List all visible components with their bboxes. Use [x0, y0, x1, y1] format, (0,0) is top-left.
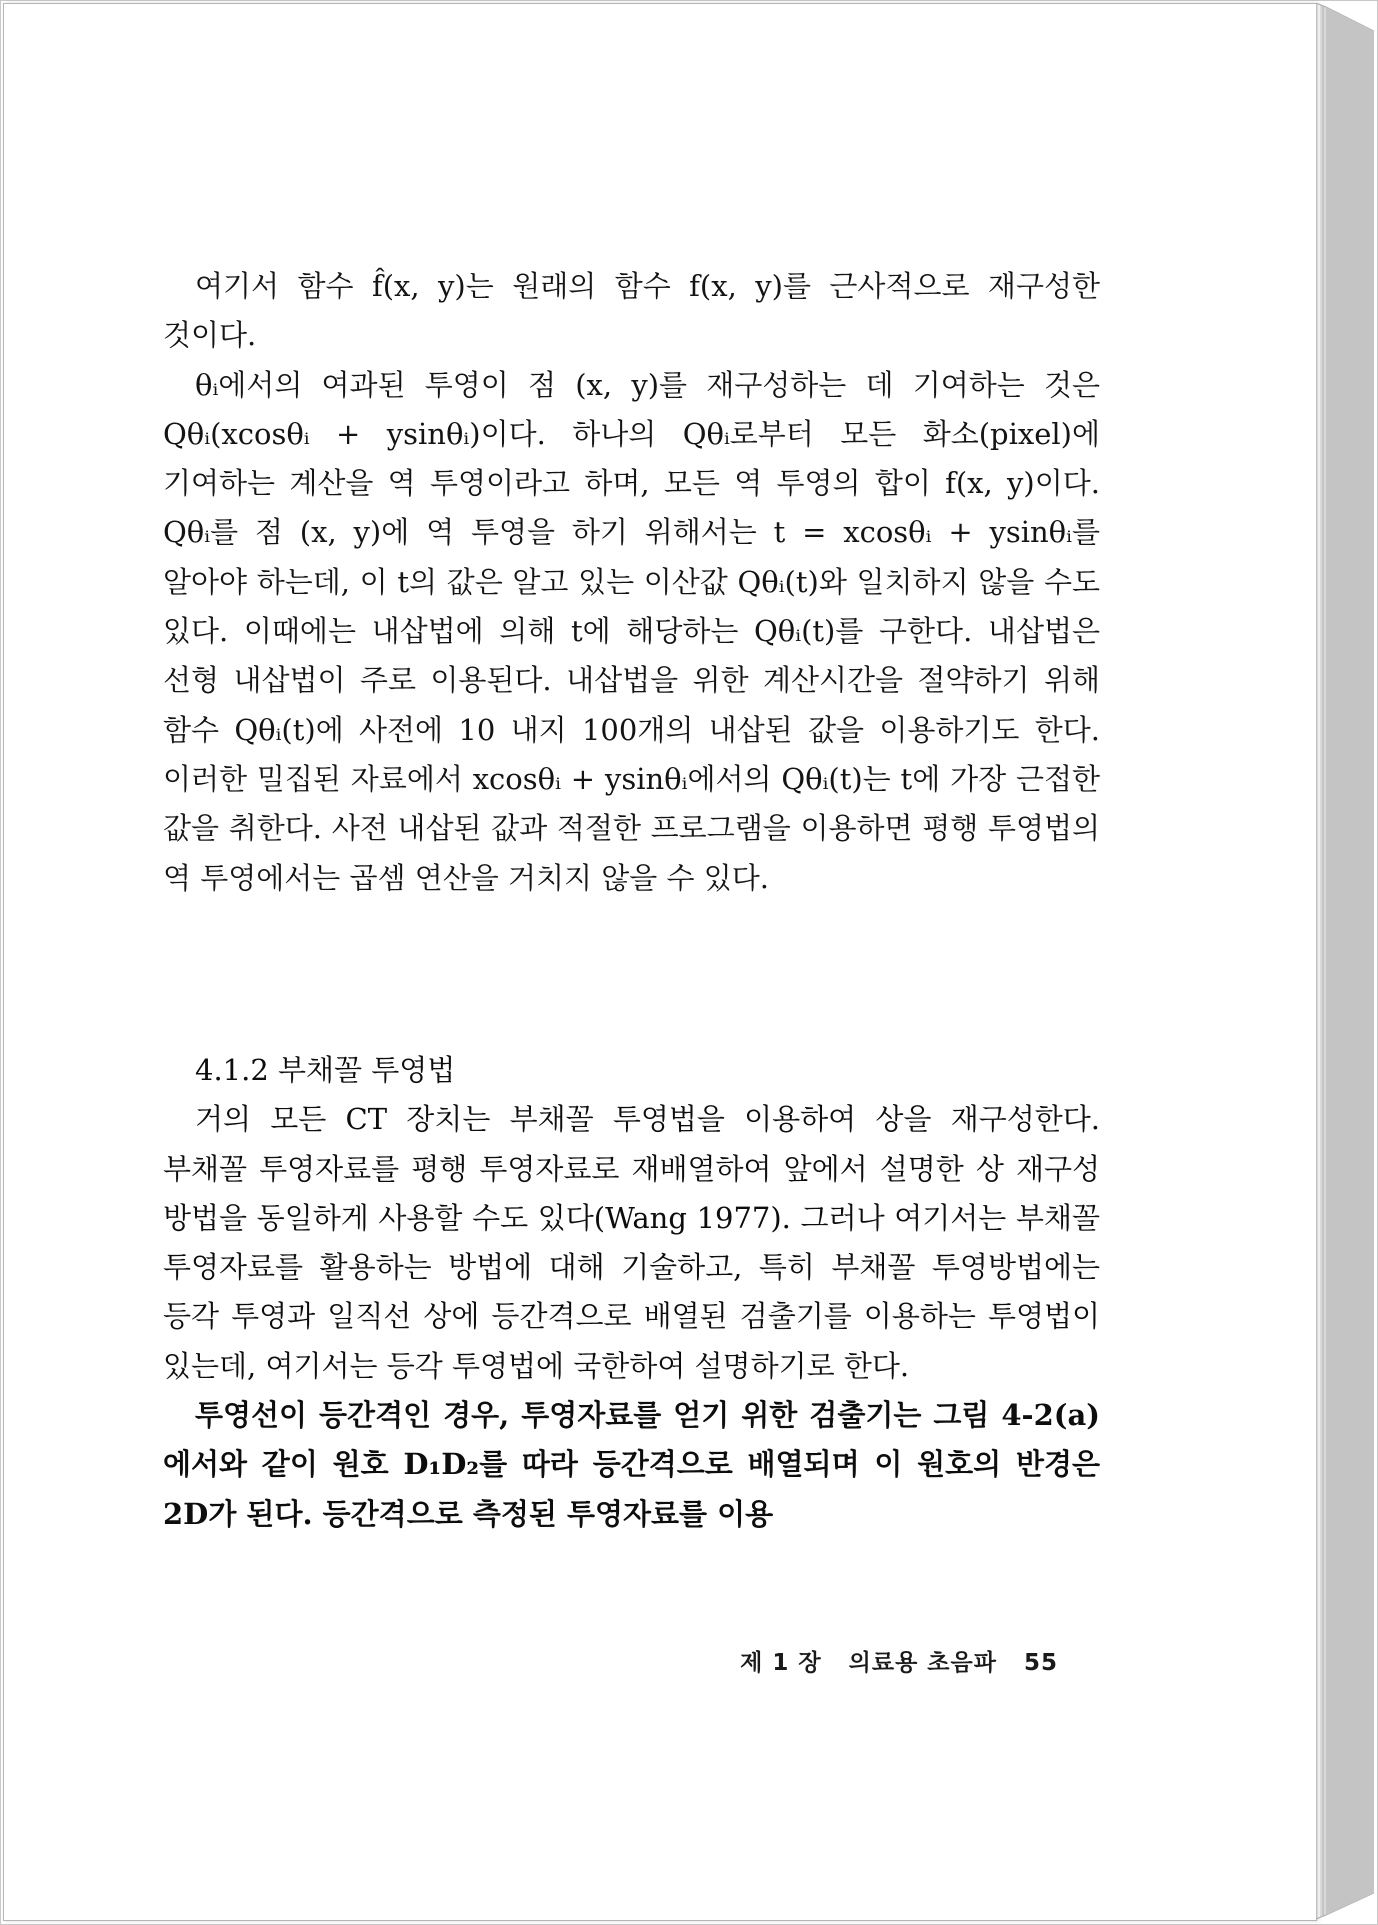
body-section-2: [163, 1046, 1100, 1539]
page-edge: [1316, 3, 1374, 1919]
footer-chapter: 제 1 장: [740, 1650, 822, 1676]
page-footer: [0, 1644, 1058, 1677]
paragraph: θᵢ에서의 여과된 투영이 점 (x, y)를 재구성하는 데 기여하는 것은 Qθᵢ(xcosθᵢ + ysinθᵢ)이다. 하나의 Qθᵢ로부터 모든 화소(pixel)에 기여하는 계산을 역 투영이라고 하며, 모든 역 투영의 합이 f(x, y)이다. Qθᵢ를 점 (x, y)에 역 투영을 하기 위해서는 t = xcosθᵢ + ysinθᵢ를 알아야 하는데, 이 t의 값은 알고 있는 이산값 Qθᵢ(t)와 일치하지 않을 수도 있다. 이때에는 내삽법에 의해 t에 해당하는 Qθᵢ(t)를 구한다. 내삽법은 선형 내삽법이 주로 이용된다. 내삽법을 위한 계산시간을 절약하기 위해 함수 Qθᵢ(t)에 사전에 10 내지 100개의 내삽된 값을 이용하기도 한다. 이러한 밀집된 자료에서 xcosθᵢ + ysinθᵢ에서의 Qθᵢ(t)는 t에 가장 근접한 값을 취한다. 사전 내삽된 값과 적절한 프로그램을 이용하면 평행 투영법의 역 투영에서는 곱셈 연산을 거치지 않을 수 있다.: [163, 367, 1100, 895]
paragraph: 투영선이 등간격인 경우, 투영자료를 얻기 위한 검출기는 그림 4-2(a)에서와 같이 원호 D₁D₂를 따라 등간격으로 배열되며 이 원호의 반경은 2D가 된다. 등간격으로 측정된 투영자료를 이용: [163, 1398, 1100, 1531]
body-section-1: [163, 262, 1100, 903]
paragraph: 거의 모든 CT 장치는 부채꼴 투영법을 이용하여 상을 재구성한다. 부채꼴 투영자료를 평행 투영자료로 재배열하여 앞에서 설명한 상 재구성 방법을 동일하게 사용할 수도 있다(Wang 1977). 그러나 여기서는 부채꼴 투영자료를 활용하는 방법에 대해 기술하고, 특히 부채꼴 투영방법에는 등각 투영과 일직선 상에 등간격으로 배열된 검출기를 이용하는 투영법이 있는데, 여기서는 등각 투영법에 국한하여 설명하기로 한다.: [163, 1102, 1100, 1383]
paragraph: 여기서 함수 f̂(x, y)는 원래의 함수 f(x, y)를 근사적으로 재구성한 것이다.: [163, 269, 1100, 353]
section-heading: 4.1.2 부채꼴 투영법: [195, 1053, 456, 1087]
page-number: 55: [1023, 1650, 1058, 1676]
footer-title: 의료용 초음파: [848, 1650, 997, 1676]
